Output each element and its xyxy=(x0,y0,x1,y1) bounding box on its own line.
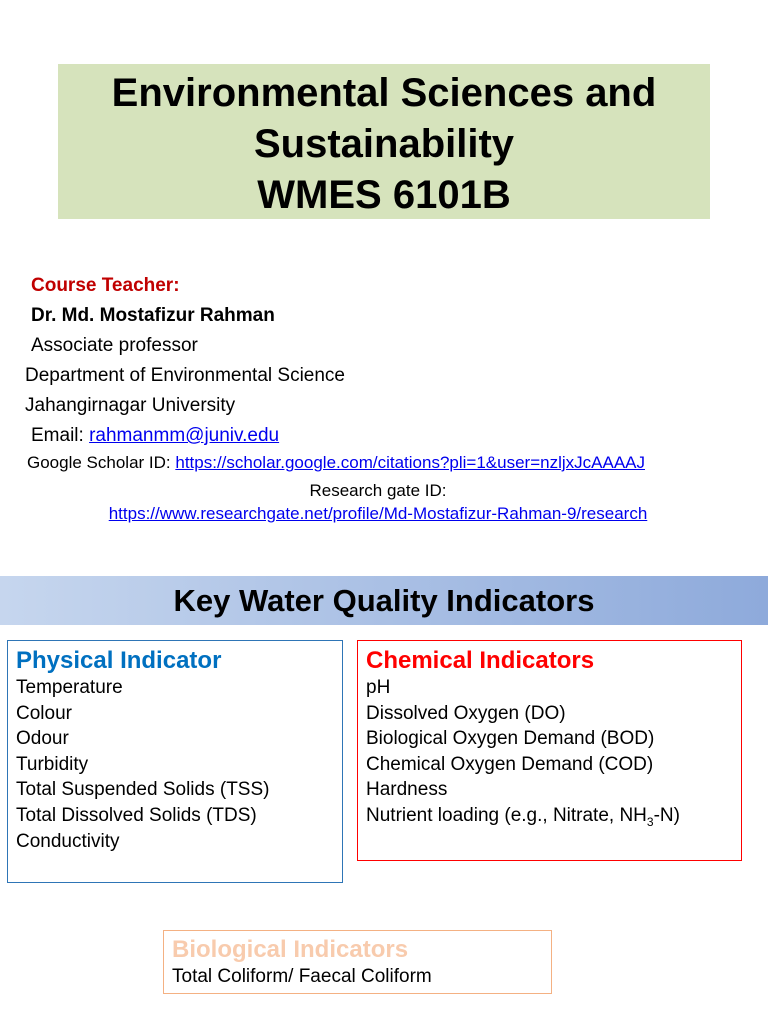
list-item: pH xyxy=(366,677,391,698)
course-title-line-2: Sustainability xyxy=(253,122,515,166)
teacher-department: Department of Environmental Science xyxy=(25,365,345,386)
list-item: Biological Oxygen Demand (BOD) xyxy=(366,728,655,750)
list-item: Total Coliform/ Faecal Coliform xyxy=(172,966,432,987)
chemical-indicators-box xyxy=(357,640,742,861)
teacher-heading: Course Teacher: xyxy=(31,275,180,296)
list-item: Temperature xyxy=(16,677,123,698)
researchgate-link[interactable]: https://www.researchgate.net/profile/Md-Mostafizur-Rahman-9/research xyxy=(108,504,648,523)
teacher-university: Jahangirnagar University xyxy=(25,395,236,416)
list-item: Total Dissolved Solids (TDS) xyxy=(16,804,257,826)
teacher-name: Dr. Md. Mostafizur Rahman xyxy=(31,305,275,326)
list-item: Turbidity xyxy=(16,753,89,775)
biological-indicators-box xyxy=(163,930,552,994)
scholar-link[interactable]: https://scholar.google.com/citations?pli=1&user=nzljxJcAAAAJ xyxy=(175,453,645,472)
teacher-position: Associate professor xyxy=(31,335,198,356)
list-item: Chemical Oxygen Demand (COD) xyxy=(366,753,654,775)
chemical-heading: Chemical Indicators xyxy=(366,647,595,674)
nutrient-prefix: Nutrient loading (e.g., Nitrate, NH xyxy=(366,804,647,826)
physical-indicators-box xyxy=(7,640,343,883)
email-row xyxy=(31,424,279,448)
physical-heading: Physical Indicator xyxy=(16,647,222,674)
email-label: Email: xyxy=(31,425,90,446)
list-item: Total Suspended Solids (TSS) xyxy=(16,779,270,801)
researchgate-row xyxy=(0,503,756,525)
nutrient-suffix: -N) xyxy=(653,804,680,826)
course-title-line-1: Environmental Sciences and xyxy=(111,71,657,115)
section-banner xyxy=(0,576,768,625)
section-title: Key Water Quality Indicators xyxy=(173,583,595,618)
email-link[interactable]: rahmanmm@juniv.edu xyxy=(89,425,280,446)
list-item: Dissolved Oxygen (DO) xyxy=(366,702,566,724)
list-item: Odour xyxy=(16,728,69,750)
list-item-nutrient xyxy=(366,803,741,829)
list-item: Colour xyxy=(16,702,72,724)
nutrient-subscript: 3 xyxy=(646,814,654,829)
list-item: Hardness xyxy=(366,779,448,801)
scholar-row xyxy=(27,452,645,474)
researchgate-label: Research gate ID: xyxy=(309,481,447,500)
biological-heading: Biological Indicators xyxy=(172,936,409,963)
list-item: Conductivity xyxy=(16,830,120,852)
scholar-label: Google Scholar ID: xyxy=(27,453,176,472)
course-code: WMES 6101B xyxy=(257,173,511,217)
